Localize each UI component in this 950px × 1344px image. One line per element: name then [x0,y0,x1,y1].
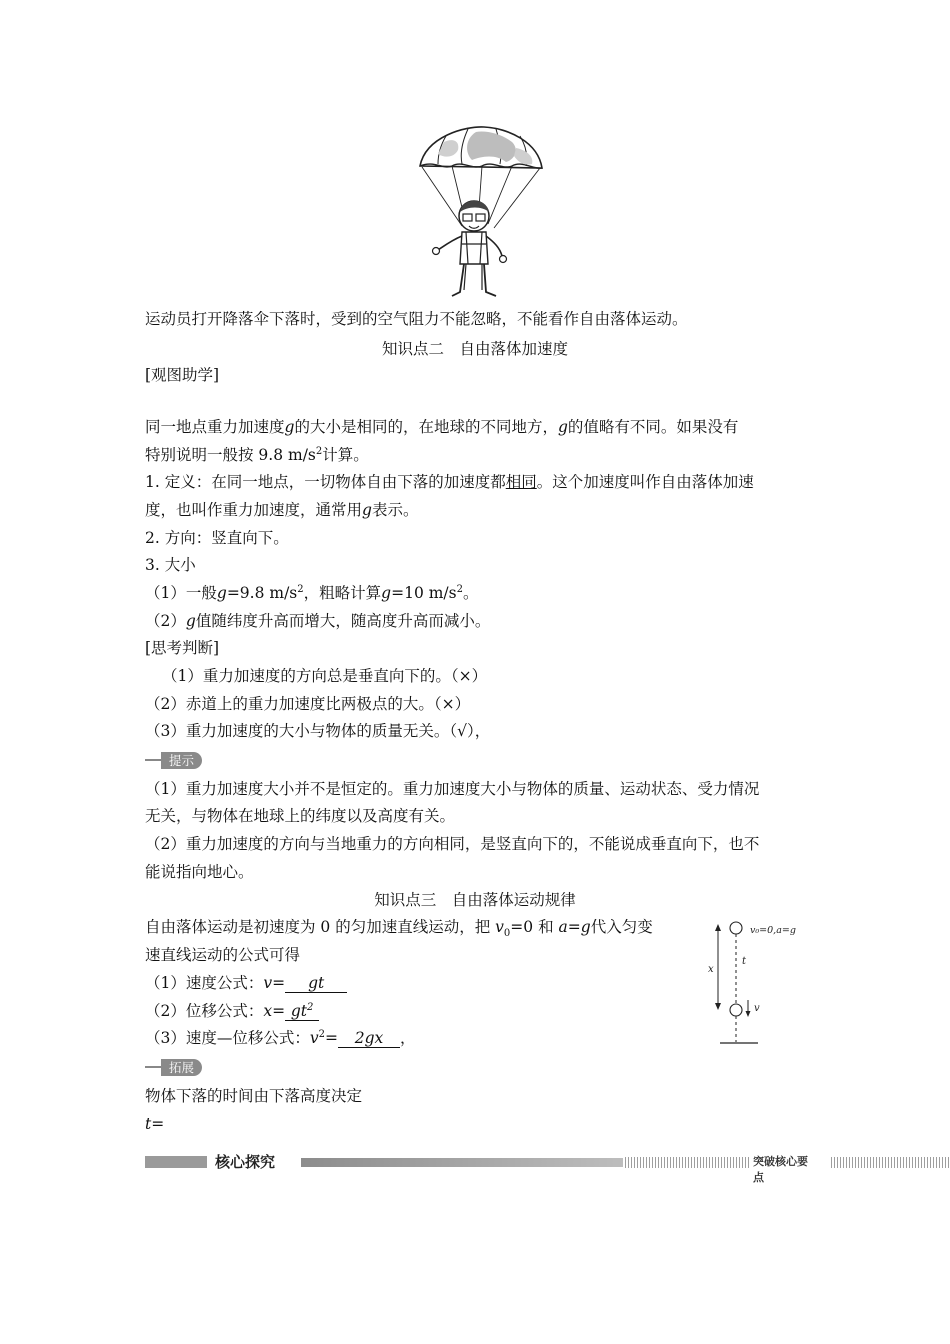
section-banner [145,1152,813,1184]
banner-subtitle: 突破核心要点 [753,1155,808,1184]
time-formula: t= [145,1115,165,1133]
diagram-label-t: t [742,956,747,967]
tip-tag-label: 提示 [161,752,202,769]
banner-stripes-left [625,1157,749,1168]
section2-paragraph-line1: 同一地点重力加速度g的大小是相同的，在地球的不同地方，g的值略有不同。如果没有 [145,418,739,436]
size-item1: （1）一般g=9.8 $m/s^2$，粗略计算g=10 $m/s^2$。 [145,583,479,602]
extension-text: 物体下落的时间由下落高度决定 [145,1087,363,1105]
section3-intro-line1: 自由落体运动是初速度为 0 的匀加速直线运动，把 $v_0=0$ 和 a=g代入匀变 [145,918,653,940]
banner-left-bar [145,1156,207,1168]
free-fall-diagram [700,914,812,1050]
formula-displacement: （2）位移公式：$x= gt^2$ [145,1001,319,1021]
parachutist-illustration [416,124,546,302]
section2-heading: 知识点二 自由落体加速度 [381,340,568,358]
direction-text: 2. 方向：竖直向下。 [145,529,289,547]
tip2-line1: （2）重力加速度的方向与当地重力的方向相同，是竖直向下的，不能说成垂直向下，也不 [145,835,760,853]
extension-tag-dash [145,1066,161,1068]
formula-velocity: （1）速度公式：v= gt [145,973,347,993]
extension-tag [145,1057,202,1077]
diagram-label-top: v₀=0,a=g [750,925,796,936]
formula-displacement-answer: $gt^2$ [285,1002,319,1021]
size-heading: 3. 大小 [145,556,196,574]
banner-title: 核心探究 [215,1153,276,1171]
sikao-label: [思考判断] [145,639,220,657]
definition-line1: 1. 定义：在同一地点，一切物体自由下落的加速度都相同。这个加速度叫作自由落体加速 [145,473,754,491]
diagram-label-x: x [708,964,714,975]
judge-item3: （3）重力加速度的大小与物体的质量无关。（√）， [145,722,491,740]
tip-tag [145,750,202,770]
formula-velocity-displacement: （3）速度—位移公式：$v^2= 2gx$ ， [145,1028,416,1047]
tip-tag-dash [145,759,161,761]
section3-heading: 知识点三 自由落体运动规律 [374,891,576,909]
illustration-caption: 运动员打开降落伞下落时，受到的空气阻力不能忽略，不能看作自由落体运动。 [145,310,688,328]
guantu-label: [观图助学] [145,366,220,384]
definition-line2: 度，也叫作重力加速度，通常用g表示。 [145,501,419,519]
tip1-line2: 无关，与物体在地球上的纬度以及高度有关。 [145,807,456,825]
tip1-line1: （1）重力加速度大小并不是恒定的。重力加速度大小与物体的质量、运动状态、受力情况 [145,780,760,798]
section3-intro-line2: 速直线运动的公式可得 [145,946,301,964]
diagram-label-v: v [754,1003,760,1014]
section2-paragraph-line2: 特别说明一般按 9.8 $m/s^2$计算。 [145,445,369,464]
formula-vd-answer: 2gx [338,1029,400,1048]
tip2-line2: 能说指向地心。 [145,863,254,881]
judge-item2: （2）赤道上的重力加速度比两极点的大。（×） [145,695,471,713]
banner-stripes-right [831,1157,950,1168]
extension-tag-label: 拓展 [161,1059,202,1076]
size-item2: （2）g值随纬度升高而增大，随高度升高而减小。 [145,612,491,630]
banner-gradient-bar [301,1158,623,1167]
formula-velocity-answer: gt [285,974,347,993]
judge-item1: （1）重力加速度的方向总是垂直向下的。（×） [162,667,488,685]
